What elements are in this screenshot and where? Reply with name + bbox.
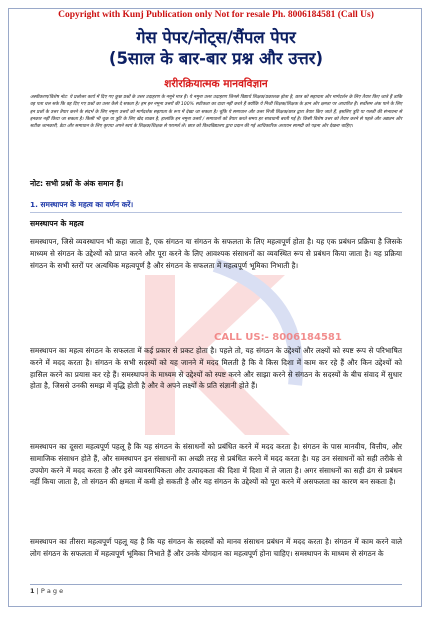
- title-line-1: गेस पेपर/नोट्स/सैंपल पेपर: [136, 28, 296, 47]
- page-label: | P a g e: [34, 587, 64, 595]
- footer-divider: [30, 584, 402, 585]
- subject-heading: शरीरक्रियात्मक मानवविज्ञान: [164, 78, 268, 90]
- answer-paragraph-4: समस्थापन का तीसरा महत्वपूर्ण पहलू यह है कि यह संगठन के सदस्यों को मानव संसाधन प्रबंधन में मदद करता है। संगठन में काम करने वाले लोग संगठन के सफलता में महत्वपूर्ण भूमिका निभाते हैं और उनके योगदान का महत्वपूर्ण होना चाहिए। समस्थापन के माध्यम से संगठन के: [30, 537, 402, 558]
- question-heading: 1. समस्थापन के महत्व का वर्णन करें।: [30, 200, 134, 209]
- answer-paragraph-1: समस्थापन, जिसे व्यवस्थापन भी कहा जाता है, एक संगठन या संगठन के सफलता के लिए महत्वपूर्ण होता है। यह एक प्रबंधन प्रक्रिया है जिसके माध्यम से संगठन के उद्देश्यों को प्राप्त करने और पूरा करने के लिए आवश्यक संसाधनों का व्यवस्थित रूप से प्रबंधन किया जाता है। यह प्रक्रिया संगठन के सभी स्तरों पर अत्यधिक महत्वपूर्ण है और संगठन के सफलता में महत्वपूर्ण भूमिका निभाती है।: [30, 237, 402, 270]
- marks-note: नोट: सभी प्रश्नों के अंक समान हैं।: [30, 179, 124, 188]
- page-footer: [30, 587, 63, 595]
- answer-paragraph-2: समस्थापन का महत्व संगठन के सफलता में कई प्रकार से प्रकट होता है। पहले तो, यह संगठन के उद्देश्यों और लक्ष्यों को स्पष्ट रूप से परिभाषित करने में मदद करता है। संगठन के सभी सदस्यों को यह जानने में मदद मिलती है कि वे किस दिशा में काम कर रहे हैं और किन उद्देश्यों को हासिल करने का प्रयास कर रहे हैं। समस्थापन के माध्यम से उद्देश्यों को स्पष्ट करने और साझा करने से संगठन के सदस्यों के बीच संवाद में सुधार होता है, जिससे उनकी समझ में वृद्धि होती है और वे अपने लक्ष्यों के प्रति संज्ञानी होते हैं।: [30, 346, 402, 391]
- copyright-header: Copyright with Kunj Publication only Not for resale Ph. 8006184581 (Call Us): [58, 10, 374, 20]
- answer-heading: समस्थापन के महत्व: [30, 219, 84, 228]
- title-line-2: (5साल के बार-बार प्रश्न और उत्तर): [108, 49, 324, 68]
- page-title: [0, 27, 432, 69]
- watermark-text: CALL US:- 8006184581: [214, 332, 342, 343]
- disclaimer-text: अस्वीकरण/विशेष नोट: ये प्रश्नोत्तर कार्य में दिए गए कुछ प्रश्नों के उत्तर उदाहरण के नमूने मात्र हैं। ये नमूना उत्तर उदाहरण जिनसे विद्यार्थ शिक्षक/प्रकाशक होता है, छात्र को सहायता और मार्गदर्शन के लिए तैयार किए जाते हैं ताकि वह पता चल सके कि वह दिए गए प्रश्नों का उत्तर कैसे दे सकता है। हम इन नमूना उत्तरों की 100% सटीकता का दावा नहीं करते हैं क्योंकि ये निजी शिक्षक/शिक्षक के ज्ञान और क्षमता पर आधारित हैं। सर्वोत्तम अंक पाने के लिए इन प्रश्नों के उत्तर तैयार करने के संदर्भ के लिए नमूना उत्तरों को मार्गदर्शक सहायता के रूप में देखा जा सकता है। चूंकि ये समाधान और उत्तर निजी शिक्षक/छात्र द्वारा तैयार किए जाते हैं, इसलिए त्रुटि या गलती की संभावना से इनकार नहीं किया जा सकता है। किसी भी चूक या त्रुटि के लिए खेद व्यक्त है, हालांकि इन नमूना उत्तरों / समाधानों को तैयार करते समय हर सावधानी बरती गई है। किसी विशेष उत्तर को तैयार करने से पहले और अद्यतन और सटीक जानकारी, डेटा और समाधान के लिए कृपया अपने स्वयं के शिक्षक/शिक्षक से परामर्श लें। छात्र को विश्वविद्यालय द्वारा प्रदान की गई आधिकारिक अध्ययन सामग्री को पढ़ना और देखना चाहिए।: [30, 95, 402, 130]
- answer-paragraph-3: समस्थापन का दूसरा महत्वपूर्ण पहलू है कि यह संगठन के संसाधनों को प्रबंधित करने में मदद करता है। संगठन के पास मानवीय, वित्तीय, और सामाजिक संसाधन होते हैं, और समस्थापन इन संसाधनों का अच्छी तरह से प्रबंधित करने में मदद करता है। यह उन संसाधनों को सही तरीके से उपयोग करने में मदद करता है और इसे व्यावसायिकता और उत्पादकता की दिशा में दिशा में ले जाता है। अगर संसाधनों का सही ढंग से प्रबंधन नहीं किया जाता है, तो संगठन की क्षमता में कमी हो सकती है और यह संगठन के उद्देश्यों को पूरा करने में असफलता का कारण बन सकता है।: [30, 442, 402, 487]
- page-number: 1: [30, 587, 35, 595]
- question-divider: [30, 212, 402, 213]
